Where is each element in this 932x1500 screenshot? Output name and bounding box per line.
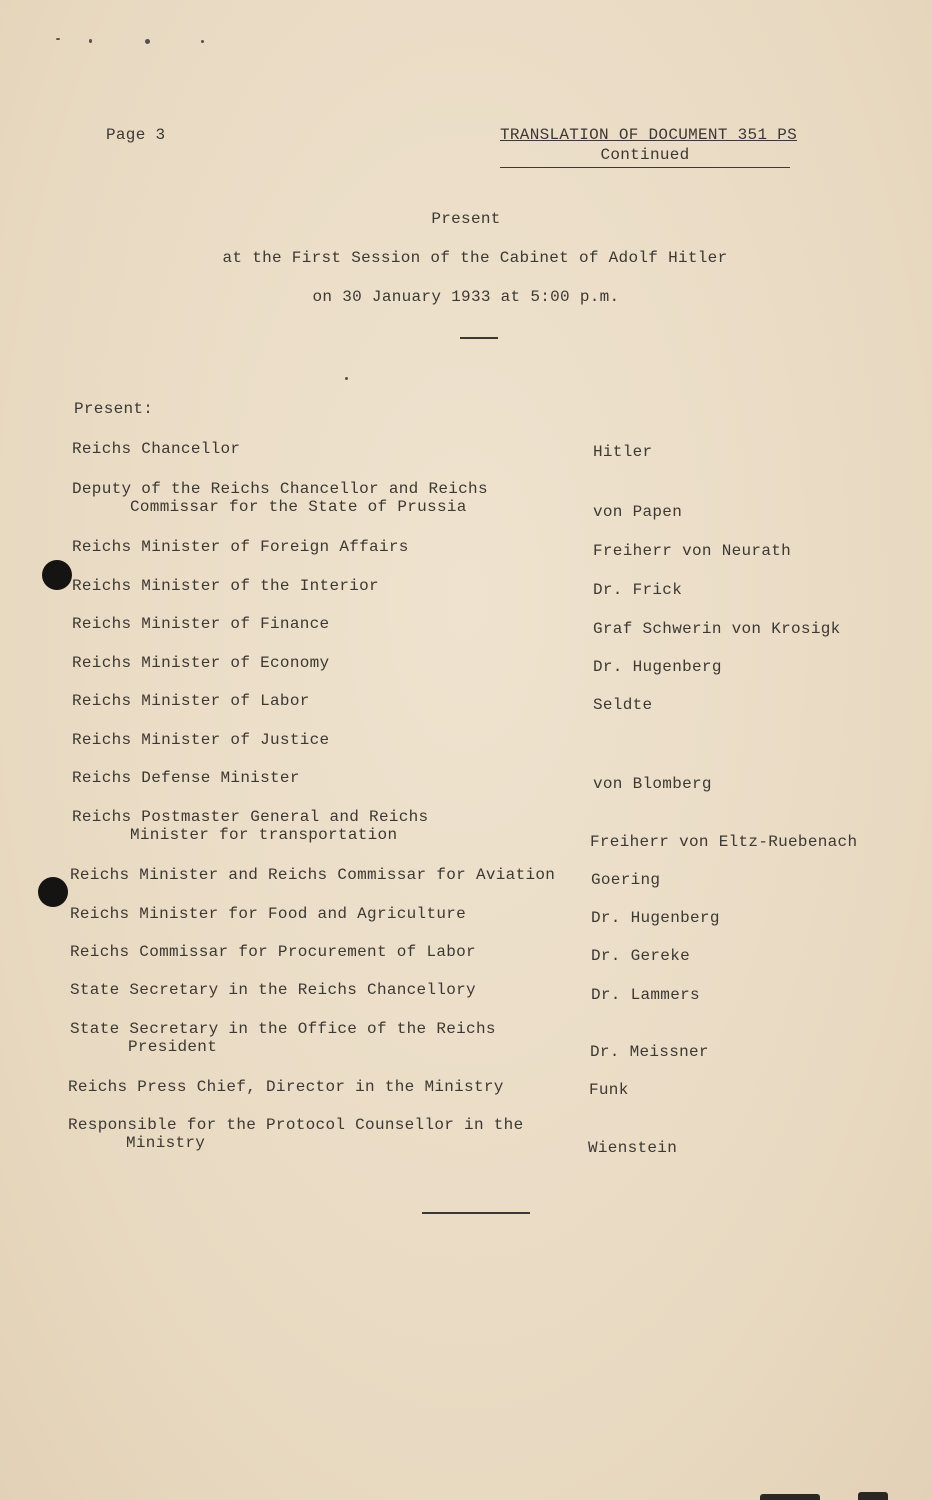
attendee-name: Dr. Hugenberg — [593, 658, 722, 676]
attendee-role: Reichs Minister of the Interior — [72, 577, 379, 595]
heading-separator — [460, 337, 498, 339]
attendee-role: Reichs Press Chief, Director in the Ministry — [68, 1078, 504, 1096]
document-title: TRANSLATION OF DOCUMENT 351 PS — [500, 126, 798, 144]
attendee-name: Freiherr von Neurath — [593, 542, 792, 560]
heading-date: on 30 January 1933 at 5:00 p.m. — [312, 288, 620, 306]
attendee-name: Dr. Frick — [593, 581, 683, 599]
attendee-name: Wienstein — [588, 1139, 678, 1157]
attendee-name: Freiherr von Eltz-Ruebenach — [590, 833, 858, 851]
attendee-role: Reichs Minister for Food and Agriculture — [70, 905, 467, 923]
document-subtitle: Continued — [600, 146, 690, 164]
edge-mark — [760, 1494, 820, 1500]
end-rule — [422, 1212, 530, 1214]
punch-hole — [38, 877, 68, 907]
attendee-name: Dr. Lammers — [591, 986, 700, 1004]
heading-session: at the First Session of the Cabinet of Adolf Hitler — [222, 249, 728, 267]
attendee-role: Reichs Minister of Finance — [72, 615, 330, 633]
attendee-name: von Papen — [593, 503, 683, 521]
attendee-name: Goering — [591, 871, 661, 889]
speck — [145, 39, 150, 44]
page-number: Page 3 — [106, 126, 166, 144]
attendee-role: State Secretary in the Reichs Chancellory — [70, 981, 476, 999]
attendee-role: Reichs Minister of Economy — [72, 654, 330, 672]
attendee-role: Deputy of the Reichs Chancellor and Reichs Commissar for the State of Prussia — [72, 480, 488, 516]
attendee-role: Reichs Postmaster General and Reichs Minister for transportation — [72, 808, 429, 844]
attendee-role: Reichs Minister of Foreign Affairs — [72, 538, 409, 556]
punch-hole — [42, 560, 72, 590]
attendee-role: Reichs Defense Minister — [72, 769, 300, 787]
attendee-name: Dr. Gereke — [591, 947, 691, 965]
attendee-name: Funk — [589, 1081, 629, 1099]
document-header — [500, 126, 798, 168]
present-label: Present: — [74, 400, 154, 418]
header-rule — [500, 167, 790, 168]
attendee-name: Dr. Hugenberg — [591, 909, 720, 927]
attendee-role: Reichs Commissar for Procurement of Labor — [70, 943, 476, 961]
attendee-role: Reichs Chancellor — [72, 440, 241, 458]
attendee-name: Hitler — [593, 443, 653, 461]
edge-mark — [858, 1492, 888, 1500]
heading-present: Present — [431, 210, 501, 228]
attendee-name: Dr. Meissner — [590, 1043, 709, 1061]
speck — [345, 377, 348, 380]
speck — [56, 38, 60, 40]
attendee-name: von Blomberg — [593, 775, 712, 793]
attendee-role: Reichs Minister and Reichs Commissar for Aviation — [70, 866, 556, 884]
attendee-role: Reichs Minister of Labor — [72, 692, 310, 710]
speck — [89, 39, 92, 43]
attendee-role: State Secretary in the Office of the Reichs President — [70, 1020, 496, 1056]
speck — [201, 40, 204, 43]
attendee-role: Responsible for the Protocol Counsellor in the Ministry — [68, 1116, 524, 1152]
attendee-name: Graf Schwerin von Krosigk — [593, 620, 841, 638]
attendee-role: Reichs Minister of Justice — [72, 731, 330, 749]
attendee-name: Seldte — [593, 696, 653, 714]
